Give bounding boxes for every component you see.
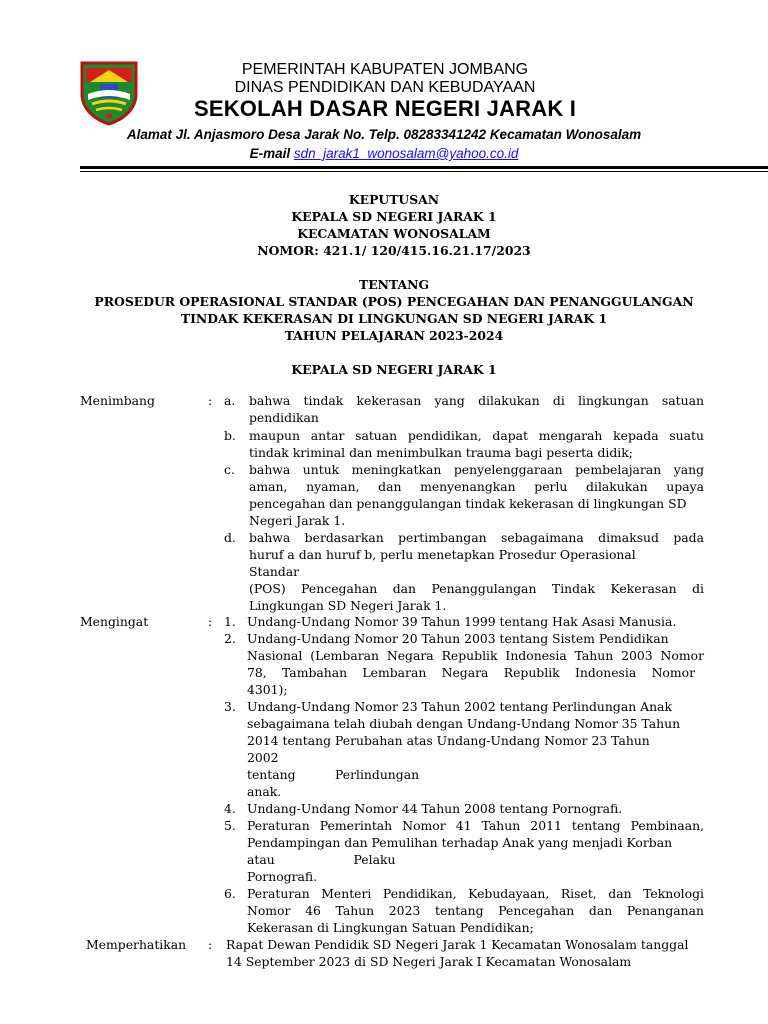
item-marker: 4. (224, 801, 236, 816)
email-line (0, 146, 768, 161)
item-line: Peraturan Menteri Pendidikan, Kebudayaan, Riset, dan Teknologi (247, 886, 704, 901)
school-name: SEKOLAH DASAR NEGERI JARAK I (193, 96, 577, 121)
item-line: 4301); (247, 682, 288, 697)
decree-number: NOMOR: 421.1/ 120/415.16.21.17/2023 (257, 243, 531, 258)
item-line: Pendampingan dan Pemulihan terhadap Anak yang menjadi Korban (247, 835, 673, 850)
item-line: maupun antar satuan pendidikan, dapat mengarah kepada suatu (249, 428, 704, 443)
jombang-regency-crest-icon (78, 60, 140, 126)
item-line: Pornografi. (247, 869, 318, 884)
section-label-mengingat: Mengingat (80, 614, 149, 629)
government-name: PEMERINTAH KABUPATEN JOMBANG (241, 61, 529, 78)
section-label-menimbang: Menimbang (80, 393, 155, 408)
section-colon-menimbang: : (208, 393, 213, 408)
item-marker: d. (224, 530, 236, 545)
item-line: Undang-Undang Nomor 23 Tahun 2002 tentang Perlindungan Anak (247, 699, 672, 714)
item-line: bahwa untuk meningkatkan penyelenggaraan pembelajaran yang (249, 462, 704, 477)
item-line: bahwa berdasarkan pertimbangan sebagaimana dimaksud pada (249, 530, 704, 545)
item-line: Undang-Undang Nomor 20 Tahun 2003 tentang Sistem Pendidikan (247, 631, 669, 646)
item-line: Rapat Dewan Pendidik SD Negeri Jarak 1 Kecamatan Wonosalam tanggal (226, 937, 689, 952)
decree-subject-line-1: PROSEDUR OPERASIONAL STANDAR (POS) PENCEGAHAN DAN PENANGGULANGAN (94, 294, 694, 309)
item-line: 78, Tambahan Lembaran Negara Republik Indonesia Nomor (247, 665, 695, 680)
item-line: pencegahan dan penanggulangan tindak kekerasan di lingkungan SD (249, 496, 687, 511)
letterhead-rule-thick (80, 166, 768, 169)
letterhead-rule-thin (80, 171, 768, 172)
decree-about: TENTANG (358, 277, 430, 292)
item-line: Nasional (Lembaran Negara Republik Indonesia Tahun 2003 Nomor (247, 648, 704, 663)
section-label-memperhatikan: Memperhatikan (86, 937, 187, 952)
email-link[interactable]: sdn_jarak1_wonosalam@yahoo.co.id (293, 146, 519, 161)
item-line: Lingkungan SD Negeri Jarak 1. (249, 598, 447, 613)
item-marker: c. (224, 462, 235, 477)
item-marker: a. (224, 393, 236, 408)
decree-subject-line-2: TINDAK KEKERASAN DI LINGKUNGAN SD NEGERI JARAK 1 (180, 311, 608, 326)
section-colon-memperhatikan: : (208, 937, 213, 952)
item-marker: 2. (224, 631, 236, 646)
item-line: Peraturan Pemerintah Nomor 41 Tahun 2011 tentang Pembinaan, (247, 818, 704, 833)
decree-head: KEPALA SD NEGERI JARAK 1 (291, 362, 497, 377)
item-line: aman, nyaman, dan menyenangkan perlu dilakukan upaya (249, 479, 704, 494)
item-line: Negeri Jarak 1. (249, 513, 346, 528)
item-line: 14 September 2023 di SD Negeri Jarak I Kecamatan Wonosalam (226, 954, 632, 969)
item-line: anak. (247, 784, 282, 799)
item-line: Undang-Undang Nomor 44 Tahun 2008 tentang Pornografi. (247, 801, 623, 816)
item-line: huruf a dan huruf b, perlu menetapkan Prosedur Operasional (249, 547, 636, 562)
item-line: Nomor 46 Tahun 2023 tentang Pencegahan dan Penanganan (247, 903, 704, 918)
school-address: Alamat Jl. Anjasmoro Desa Jarak No. Telp. 08283341242 Kecamatan Wonosalam (126, 127, 642, 142)
item-line: bahwa tindak kekerasan yang dilakukan di lingkungan satuan (249, 393, 704, 408)
item-line: Standar (249, 564, 300, 579)
department-name: DINAS PENDIDIKAN DAN KEBUDAYAAN (234, 79, 536, 96)
item-marker: 3. (224, 699, 236, 714)
email-label: E-mail (249, 146, 294, 161)
item-line: tentang Perlindungan (247, 767, 420, 782)
decree-district: KECAMATAN WONOSALAM (297, 226, 491, 241)
item-line: 2002 (247, 750, 279, 765)
item-line: pendidikan (249, 410, 319, 425)
item-line: sebagaimana telah diubah dengan Undang-Undang Nomor 35 Tahun (247, 716, 681, 731)
item-line: 2014 tentang Perubahan atas Undang-Undang Nomor 23 Tahun (247, 733, 650, 748)
decree-issuer: KEPALA SD NEGERI JARAK 1 (291, 209, 497, 224)
item-marker: 1. (224, 614, 236, 629)
item-marker: 6. (224, 886, 236, 901)
item-line: (POS) Pencegahan dan Penanggulangan Tindak Kekerasan di (249, 581, 704, 596)
item-line: tindak kriminal dan menimbulkan trauma bagi peserta didik; (249, 445, 633, 460)
item-line: atau Pelaku (247, 852, 396, 867)
item-line: Undang-Undang Nomor 39 Tahun 1999 tentang Hak Asasi Manusia. (247, 614, 677, 629)
item-marker: b. (224, 428, 236, 443)
item-marker: 5. (224, 818, 236, 833)
section-colon-mengingat: : (208, 614, 213, 629)
decree-subject-line-3: TAHUN PELAJARAN 2023-2024 (284, 328, 504, 343)
item-line: Kekerasan di Lingkungan Satuan Pendidikan; (247, 920, 534, 935)
decree-title: KEPUTUSAN (348, 192, 440, 207)
